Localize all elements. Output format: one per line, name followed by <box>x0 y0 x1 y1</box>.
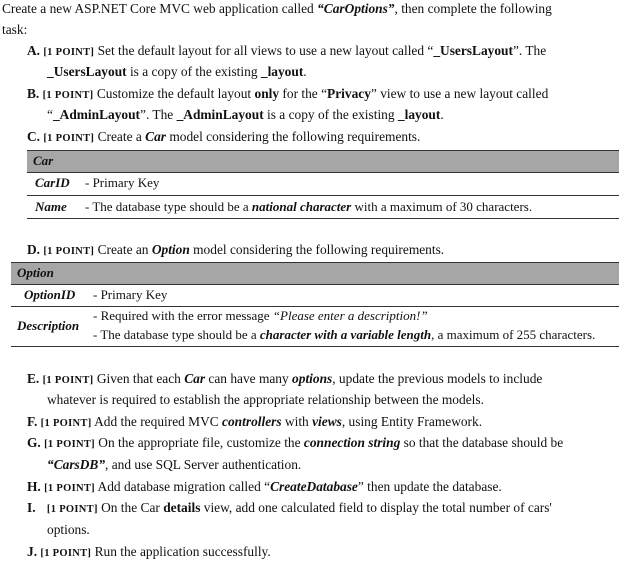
task-h <box>27 478 502 498</box>
text: , and use SQL Server authentication. <box>105 457 302 472</box>
view-name: Privacy <box>327 86 371 101</box>
emphasis: only <box>254 86 280 101</box>
text: On the Car <box>97 500 164 515</box>
model-name: options <box>292 371 333 386</box>
text: with <box>281 414 313 429</box>
text: is a copy of the existing <box>263 107 398 122</box>
text: Set the default layout for all views to use a new layout called “ <box>94 43 434 58</box>
point-label: [1 POINT] <box>43 47 95 58</box>
emphasis: connection string <box>303 435 401 450</box>
car-field-name: Name <box>35 199 67 214</box>
task-letter: H. <box>27 479 41 494</box>
task-e-line-1 <box>27 370 542 390</box>
car-field-carid: CarID <box>35 175 70 190</box>
task-j <box>27 543 271 563</box>
point-label: [1 POINT] <box>40 418 92 429</box>
point-label: [1 POINT] <box>46 504 98 515</box>
text: On the appropriate file, customize the <box>94 435 304 450</box>
text: Create a <box>94 129 146 144</box>
text: Add the required MVC <box>91 414 223 429</box>
task-g-line-2 <box>47 456 301 474</box>
text: with a maximum of 30 characters. <box>351 199 533 214</box>
app-name: “CarOptions” <box>317 1 395 16</box>
model-name: Car <box>184 371 206 386</box>
task-letter: F. <box>27 414 38 429</box>
layout-name: _UsersLayout <box>433 43 513 58</box>
text: model considering the following requirements. <box>189 242 445 257</box>
car-table-divider <box>27 195 619 196</box>
point-label: [1 POINT] <box>42 90 94 101</box>
text: ” then update the database. <box>357 479 502 494</box>
text: - Required with the error message <box>93 308 273 323</box>
point-label: [1 POINT] <box>43 246 95 257</box>
text: Run the application successfully. <box>91 544 271 559</box>
car-table-header <box>27 150 619 173</box>
view-name: details <box>163 500 201 515</box>
text: “ <box>47 107 53 122</box>
task-e-line-2: whatever is required to establish the appropriate relationship between the models. <box>47 392 484 407</box>
task-i-line-2: options. <box>47 522 90 537</box>
task-letter: E. <box>27 371 40 386</box>
task-d <box>27 241 444 261</box>
task-b-line-1 <box>27 85 548 105</box>
point-label: [1 POINT] <box>42 375 94 386</box>
option-table-bottom <box>11 346 619 347</box>
task-a-line-2 <box>47 63 307 81</box>
text: . <box>440 107 444 122</box>
car-table-bottom <box>27 218 619 219</box>
task-letter: B. <box>27 86 40 101</box>
layout-name: _AdminLayout <box>52 107 141 122</box>
migration-name: CreateDatabase <box>270 479 358 494</box>
text: , update the previous models to include <box>332 371 543 386</box>
option-desc-optionid: - Primary Key <box>93 287 168 302</box>
text: for the “ <box>279 86 328 101</box>
text: so that the database should be <box>400 435 564 450</box>
point-label: [1 POINT] <box>40 548 92 559</box>
text: , using Entity Framework. <box>341 414 483 429</box>
option-desc-description-1 <box>93 307 428 325</box>
task-g-line-1 <box>27 434 563 454</box>
text: ” view to use a new layout called <box>370 86 549 101</box>
task-letter: G. <box>27 435 41 450</box>
task-letter: A. <box>27 43 41 58</box>
db-type: national character <box>251 199 352 214</box>
text: ”. The <box>512 43 547 58</box>
option-table-title: Option <box>17 265 54 280</box>
text: view, add one calculated field to display the total number of cars' <box>200 500 552 515</box>
task-letter: I. <box>27 500 36 515</box>
layout-name: _layout <box>260 64 304 79</box>
text: - The database type should be a <box>85 199 252 214</box>
text: Given that each <box>93 371 185 386</box>
text: can have many <box>205 371 293 386</box>
text: ”. The <box>140 107 177 122</box>
option-field-optionid: OptionID <box>24 287 76 302</box>
model-name: Car <box>145 129 166 144</box>
text: is a copy of the existing <box>126 64 261 79</box>
intro-text-end: , then complete the following <box>394 1 552 16</box>
db-name: “CarsDB” <box>47 457 106 472</box>
layout-name: _layout <box>397 107 441 122</box>
point-label: [1 POINT] <box>44 483 95 494</box>
text: . <box>303 64 307 79</box>
task-letter: J. <box>27 544 38 559</box>
point-label: [1 POINT] <box>43 133 95 144</box>
db-type: character with a variable length <box>259 327 432 342</box>
emphasis: controllers <box>222 414 282 429</box>
task-letter: C. <box>27 129 41 144</box>
text: model considering the following requirements. <box>166 129 421 144</box>
option-table-header <box>11 262 619 285</box>
intro-line-1 <box>2 0 552 18</box>
text: Create an <box>94 242 152 257</box>
intro-text: Create a new ASP.NET Core MVC web application called <box>2 1 318 16</box>
car-desc-carid: - Primary Key <box>85 175 160 190</box>
car-table-title: Car <box>33 153 54 168</box>
text: - The database type should be a <box>93 327 260 342</box>
task-c <box>27 128 420 148</box>
text: , a maximum of 255 characters. <box>431 327 596 342</box>
task-letter: D. <box>27 242 41 257</box>
error-message: “Please enter a description!” <box>272 308 428 323</box>
model-name: Option <box>151 242 190 257</box>
task-i-line-1 <box>27 499 552 519</box>
intro-line-2: task: <box>2 22 28 37</box>
emphasis: views <box>312 414 342 429</box>
text: Customize the default layout <box>93 86 255 101</box>
layout-name: _AdminLayout <box>176 107 264 122</box>
task-b-line-2 <box>47 106 444 124</box>
task-a-line-1 <box>27 42 546 62</box>
car-desc-name <box>85 198 532 216</box>
task-f <box>27 413 482 433</box>
point-label: [1 POINT] <box>44 439 95 450</box>
text: Add database migration called “ <box>94 479 271 494</box>
layout-name: _UsersLayout <box>47 64 127 79</box>
option-desc-description-2 <box>93 326 595 344</box>
option-field-description: Description <box>17 318 80 333</box>
